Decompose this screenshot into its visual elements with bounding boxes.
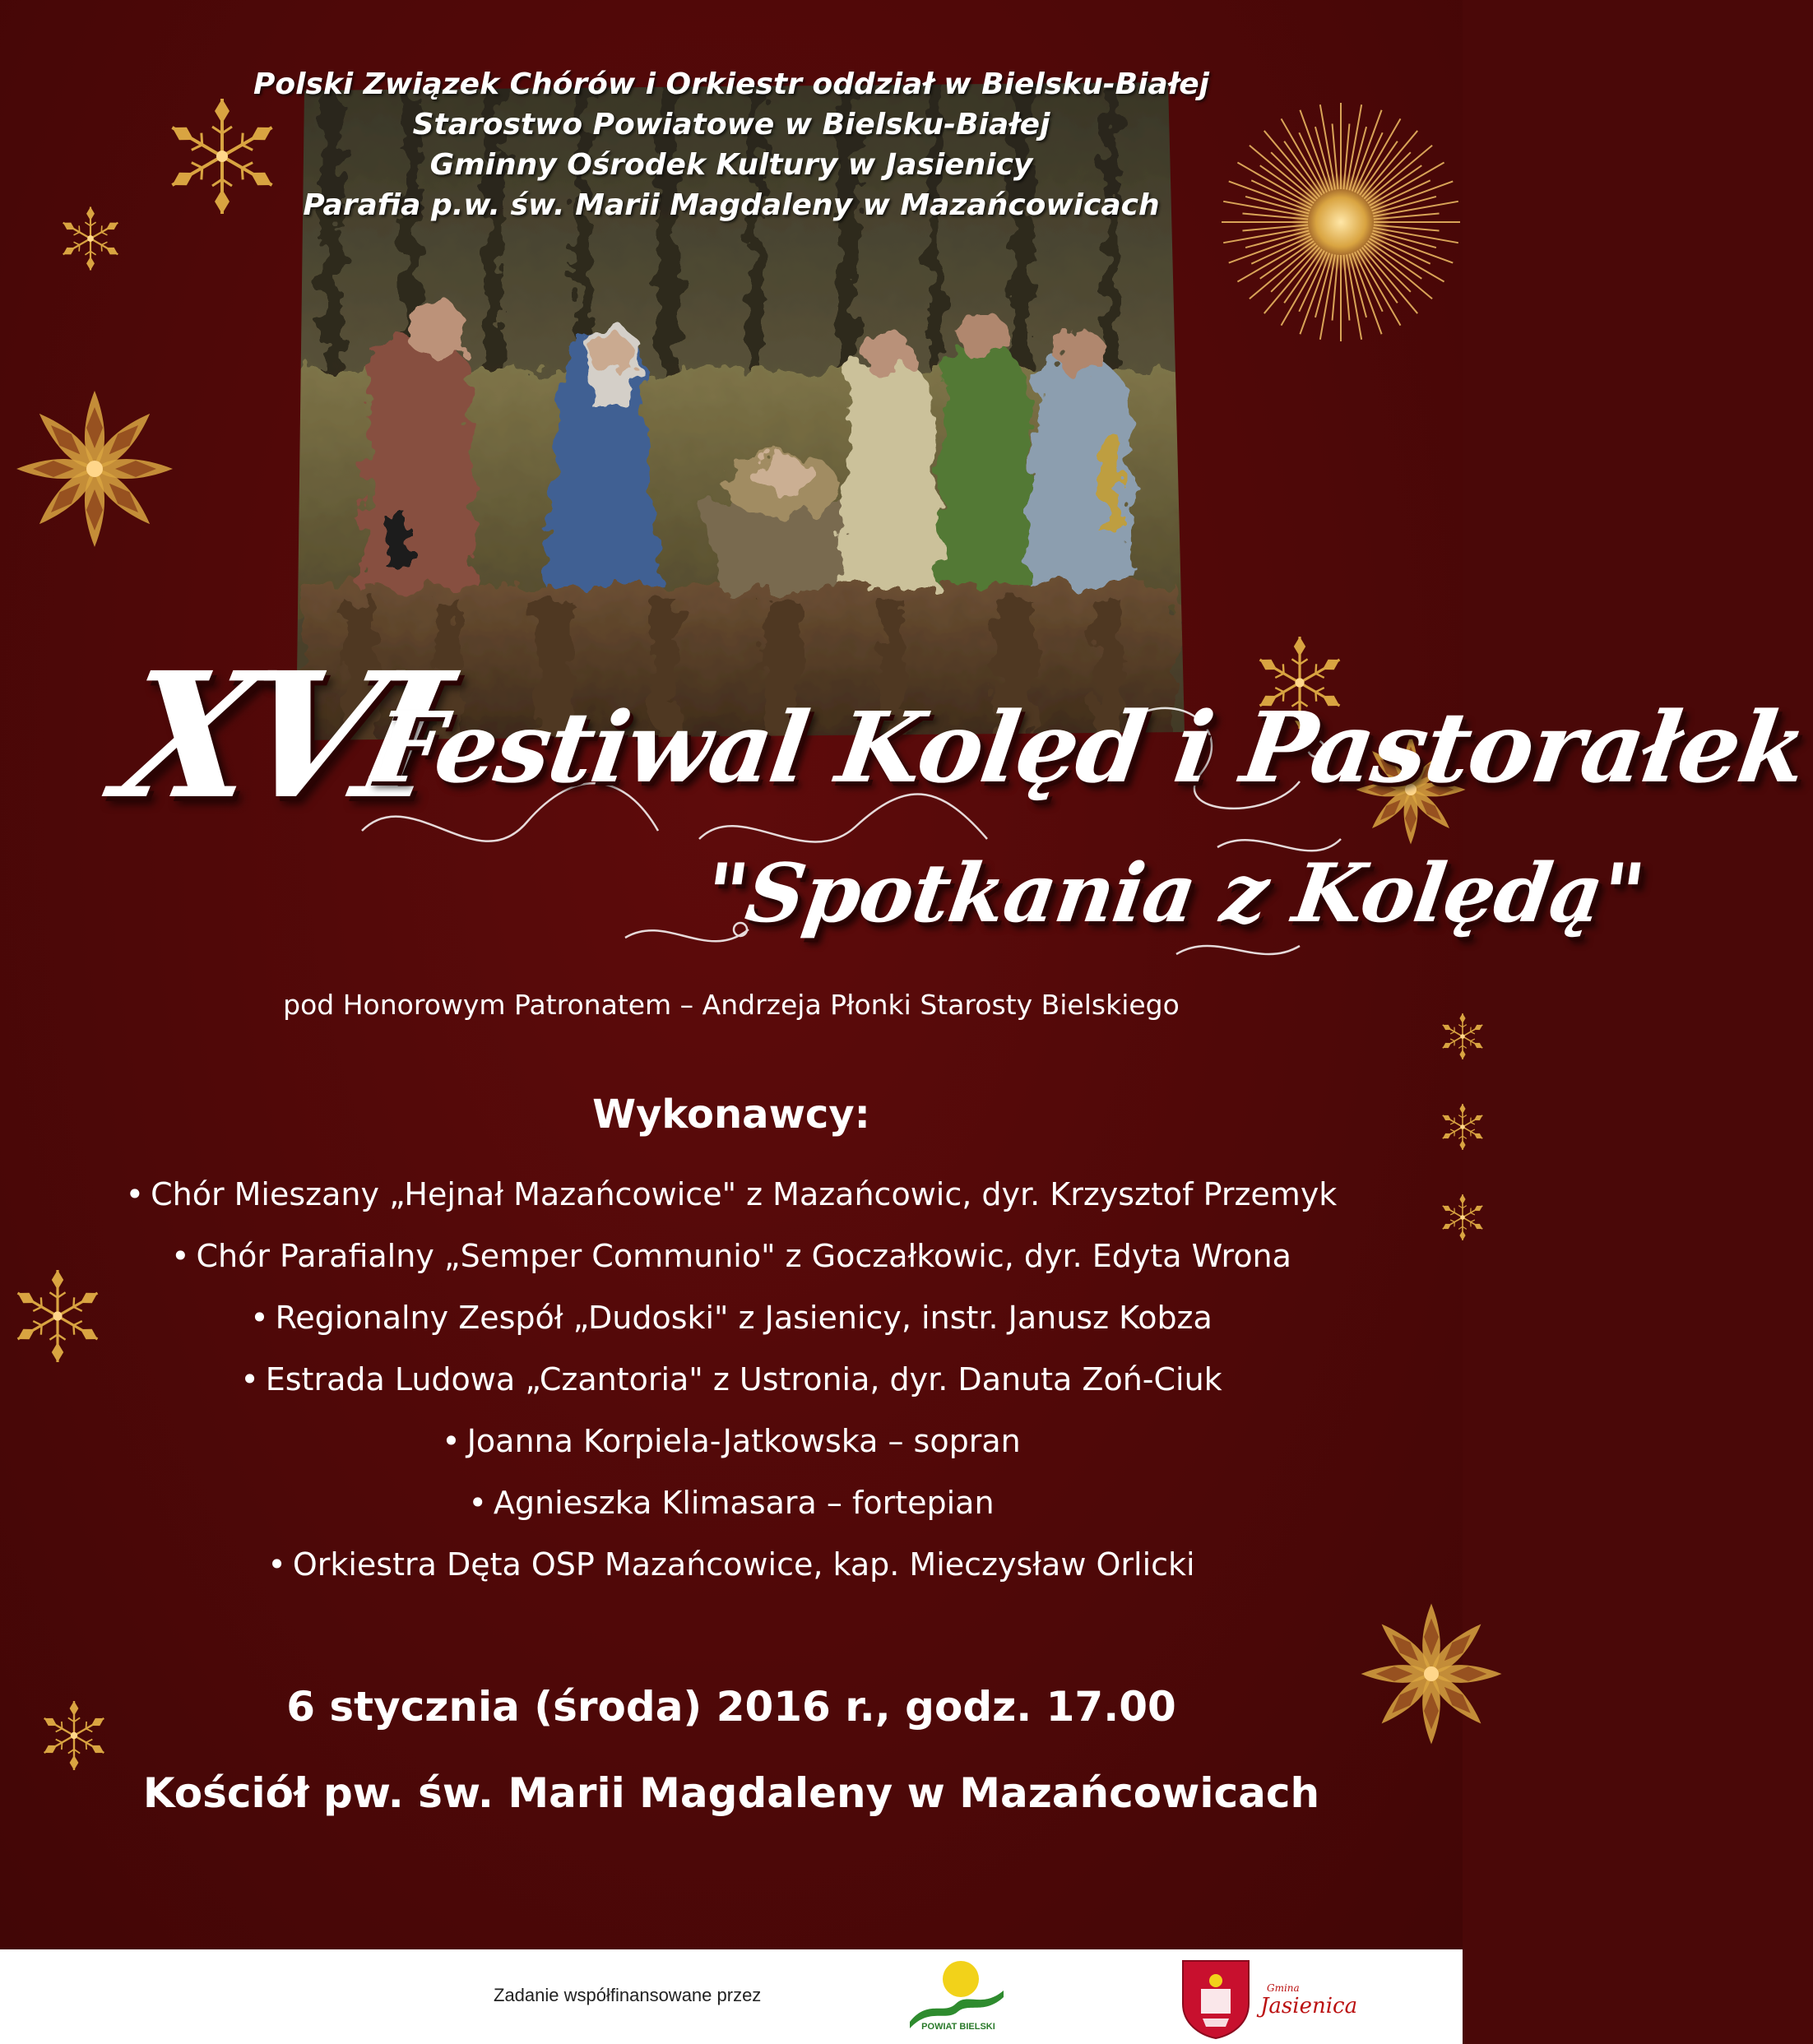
performers-list bbox=[0, 1164, 1463, 1596]
performers-heading: Wykonawcy: bbox=[592, 1092, 870, 1138]
gmina-name: Jasienica bbox=[1260, 1994, 1358, 2019]
performer-name: Regionalny Zespół „Dudoski" z Jasienicy, instr. Janusz Kobza bbox=[275, 1300, 1213, 1336]
performer-name: Chór Parafialny „Semper Communio" z Goczałkowic, dyr. Edyta Wrona bbox=[196, 1238, 1291, 1274]
jasienica-crest-icon bbox=[1178, 1956, 1254, 2040]
organizer-line: Polski Związek Chórów i Orkiestr oddział w Bielsku-Białej bbox=[253, 67, 1209, 101]
bullet-icon: • bbox=[240, 1361, 259, 1397]
event-venue: Kościół pw. św. Marii Magdaleny w Mazańcowicach bbox=[142, 1769, 1320, 1817]
list-item bbox=[0, 1226, 1463, 1287]
performer-name: Estrada Ludowa „Czantoria" z Ustronia, dyr. Danuta Zoń-Ciuk bbox=[265, 1361, 1222, 1397]
patronage-line: pod Honorowym Patronatem – Andrzeja Płonki Starosty Bielskiego bbox=[283, 989, 1180, 1021]
list-item bbox=[0, 1534, 1463, 1596]
performer-name: Orkiestra Dęta OSP Mazańcowice, kap. Mieczysław Orlicki bbox=[292, 1546, 1195, 1583]
bullet-icon: • bbox=[171, 1238, 190, 1274]
organizers-list bbox=[0, 64, 1463, 225]
list-item bbox=[0, 1164, 1463, 1226]
snowflake-icon bbox=[0, 370, 189, 568]
performer-name: Joanna Korpiela-Jatkowska – sopran bbox=[466, 1423, 1021, 1459]
list-item bbox=[0, 1349, 1463, 1411]
bullet-icon: • bbox=[468, 1485, 487, 1521]
sponsor-footer bbox=[0, 1949, 1463, 2044]
festival-edition: XVI bbox=[101, 634, 450, 837]
organizer-line: Gminny Ośrodek Kultury w Jasienicy bbox=[429, 148, 1033, 182]
festival-subtitle: "Spotkania z Kolędą" bbox=[698, 846, 1650, 941]
powiat-bielski-caption: POWIAT BIELSKI bbox=[921, 2022, 995, 2032]
list-item bbox=[0, 1472, 1463, 1534]
event-date: 6 stycznia (środa) 2016 r., godz. 17.00 bbox=[286, 1683, 1176, 1731]
performer-name: Agnieszka Klimasara – fortepian bbox=[493, 1485, 995, 1521]
cofinanced-label: Zadanie współfinansowane przez bbox=[494, 1985, 762, 2005]
gmina-word: Gmina bbox=[1267, 1982, 1300, 1994]
bullet-icon: • bbox=[267, 1546, 286, 1583]
bullet-icon: • bbox=[125, 1176, 145, 1212]
organizer-line: Starostwo Powiatowe w Bielsku-Białej bbox=[412, 108, 1050, 141]
organizer-line: Parafia p.w. św. Marii Magdaleny w Mazańcowicach bbox=[303, 188, 1160, 222]
snowflake-icon bbox=[1333, 1579, 1463, 1768]
festival-name: Festiwal Kolęd i Pastorałek bbox=[366, 690, 1813, 804]
bullet-icon: • bbox=[250, 1300, 269, 1336]
performer-name: Chór Mieszany „Hejnał Mazańcowice" z Mazańcowic, dyr. Krzysztof Przemyk bbox=[151, 1176, 1338, 1212]
list-item bbox=[0, 1411, 1463, 1472]
bullet-icon: • bbox=[442, 1423, 461, 1459]
festival-title bbox=[0, 633, 1813, 995]
list-item bbox=[0, 1287, 1463, 1349]
